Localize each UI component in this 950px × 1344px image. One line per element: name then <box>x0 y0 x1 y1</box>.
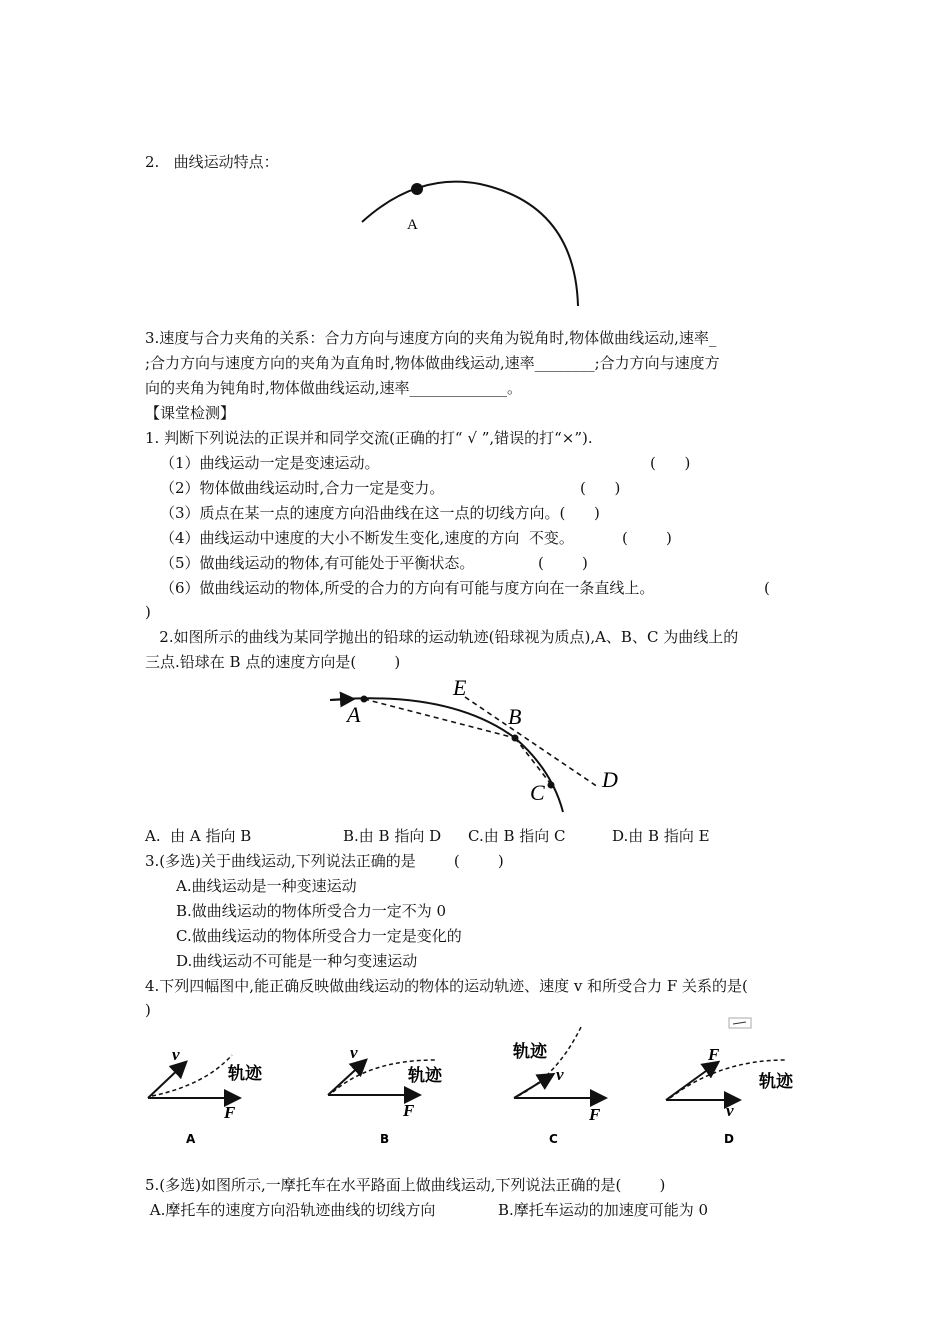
diagram-a-caption: A <box>186 1132 196 1146</box>
diagram-d-path-label: 轨迹 <box>759 1072 793 1092</box>
q1-item-6: （6）做曲线运动的物体,所受的合力的方向有可能与度方向在一条直线上。 <box>160 579 655 597</box>
diagram-a-path-label: 轨迹 <box>228 1064 262 1084</box>
diagram-d <box>666 1045 794 1146</box>
q1-item-5-blank: ( ) <box>538 554 588 572</box>
label-a: A <box>347 702 361 727</box>
q2-line1: 2.如图所示的曲线为某同学抛出的铅球的运动轨迹(铅球视为质点),A、B、C 为曲线上的 <box>145 628 739 646</box>
diagram-c-caption: C <box>549 1132 558 1146</box>
diagram-c <box>512 1025 604 1146</box>
q1-item-6-blank: ( <box>764 579 770 597</box>
diagram-b-v-label: v <box>350 1043 358 1062</box>
q5-stem: 5.(多选)如图所示,一摩托车在水平路面上做曲线运动,下列说法正确的是( ) <box>145 1176 666 1194</box>
diagram-a-f-label: F <box>224 1103 236 1122</box>
q4-line1: 4.下列四幅图中,能正确反映做曲线运动的物体的运动轨迹、速度 v 和所受合力 F 关系的是( <box>145 977 748 995</box>
diagram-d-v-label: v <box>726 1101 734 1120</box>
q1-item-5: （5）做曲线运动的物体,有可能处于平衡状态。 <box>160 554 475 572</box>
q1-item-4: （4）曲线运动中速度的大小不断发生变化,速度的方向 不变。 <box>160 529 574 547</box>
section-title: 【课堂检测】 <box>145 404 236 422</box>
diagram-b-f-label: F <box>403 1101 415 1120</box>
diagram-b-path-label: 轨迹 <box>408 1066 442 1086</box>
q3-option-a: A.曲线运动是一种变速运动 <box>176 877 357 895</box>
diagram-c-f-label: F <box>589 1105 601 1124</box>
diagram-b <box>328 1043 443 1146</box>
q1-item-2-blank: ( ) <box>580 479 621 497</box>
diagram-c-path-label: 轨迹 <box>513 1042 547 1062</box>
diagram-d-caption: D <box>724 1132 734 1146</box>
s3-line1: 3.速度与合力夹角的关系：合力方向与速度方向的夹角为锐角时,物体做曲线运动,速率_ <box>145 329 717 347</box>
label-e: E <box>453 675 467 700</box>
q1-item-1-blank: ( ) <box>650 454 691 472</box>
label-b: B <box>508 704 522 729</box>
label-d: D <box>602 767 618 792</box>
s3-line3: 向的夹角为钝角时,物体做曲线运动,速率_____________。 <box>145 379 523 397</box>
q1-stem: 1. 判断下列说法的正误并和同学交流(正确的打“ √ ”,错误的打“×”). <box>145 429 593 447</box>
q1-item-1: （1）曲线运动一定是变速运动。 <box>160 454 380 472</box>
q4-line2: ) <box>145 1001 151 1019</box>
q3-option-d: D.曲线运动不可能是一种匀变速运动 <box>176 952 418 970</box>
diagram-a <box>148 1045 263 1146</box>
q5-option-a: A.摩托车的速度方向沿轨迹曲线的切线方向 <box>145 1201 436 1219</box>
q1-item-6-cont: ) <box>145 603 151 621</box>
small-mark-stroke <box>733 1022 746 1024</box>
q2-option-b: B.由 B 指向 D <box>343 827 442 845</box>
q2-option-d: D.由 B 指向 E <box>612 827 710 845</box>
q5-option-b: B.摩托车运动的加速度可能为 0 <box>498 1201 709 1219</box>
s3-line2: ;合力方向与速度方向的夹角为直角时,物体做曲线运动,速率________;合力方向与速度方 <box>145 354 720 372</box>
diagram-a-path <box>152 1055 232 1096</box>
diagram-b-velocity-arrow <box>328 1061 365 1095</box>
q2-line2: 三点.铅球在 B 点的速度方向是( ) <box>145 653 401 671</box>
label-c: C <box>530 780 545 805</box>
q3-option-c: C.做曲线运动的物体所受合力一定是变化的 <box>176 927 462 945</box>
diagram-a-v-label: v <box>172 1045 180 1064</box>
q1-item-3: （3）质点在某一点的速度方向沿曲线在这一点的切线方向。( ) <box>160 504 600 522</box>
q1-item-2: （2）物体做曲线运动时,合力一定是变力。 <box>160 479 445 497</box>
q2-option-a: A. 由 A 指向 B <box>145 827 252 845</box>
diagram-c-v-label: v <box>556 1065 564 1084</box>
s2-heading: 2. 曲线运动特点： <box>145 153 279 171</box>
q3-stem: 3.(多选)关于曲线运动,下列说法正确的是 ( ) <box>145 852 504 870</box>
diagram-d-force-arrow <box>666 1063 717 1100</box>
diagram-d-f-label: F <box>708 1045 720 1064</box>
diagram-b-caption: B <box>380 1132 390 1146</box>
q3-option-b: B.做曲线运动的物体所受合力一定不为 0 <box>176 902 447 920</box>
point-a-label: A <box>407 217 418 233</box>
q1-item-4-blank: ( ) <box>622 529 672 547</box>
q2-option-c: C.由 B 指向 C <box>468 827 566 845</box>
